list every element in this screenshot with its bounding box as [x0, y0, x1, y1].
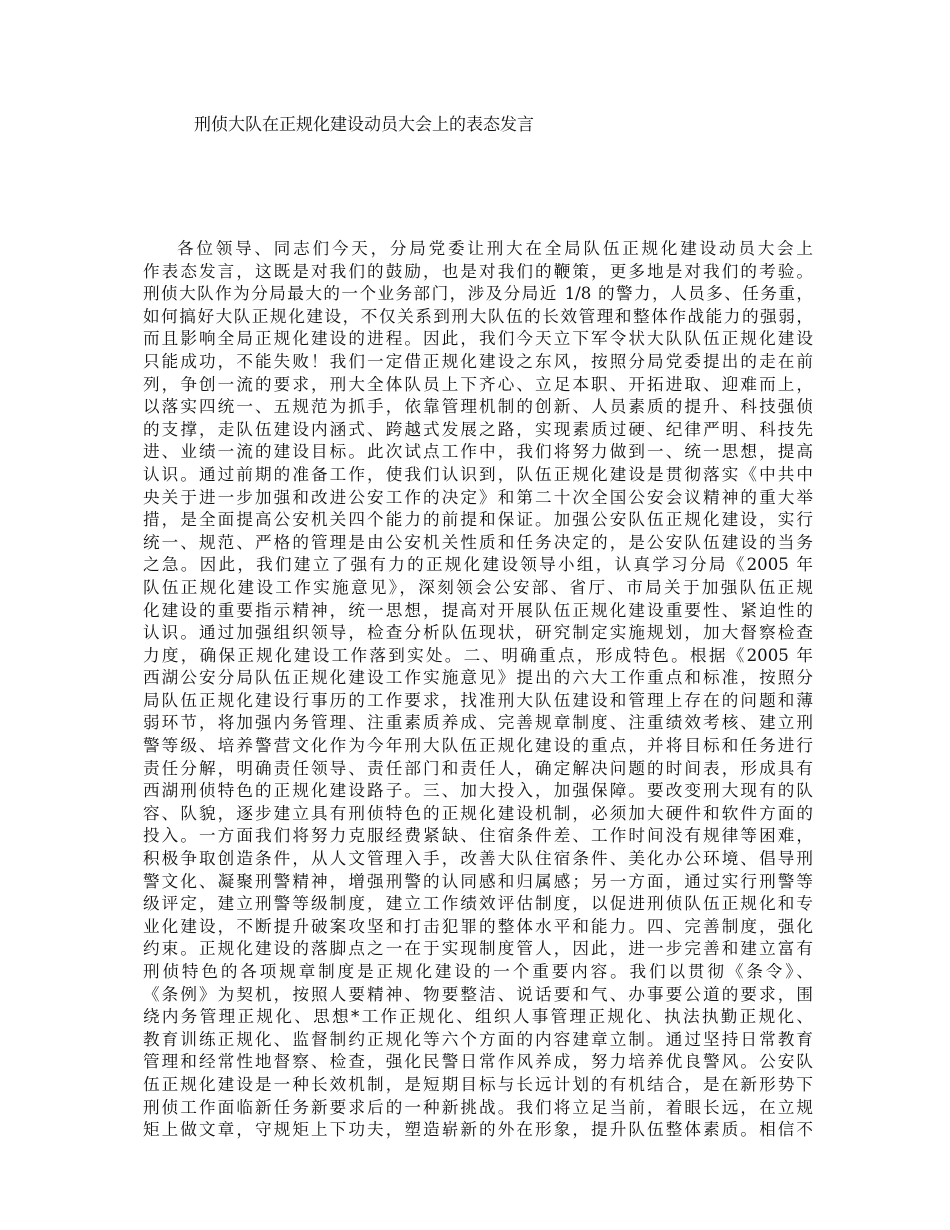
body-line: 化建设的重要指示精神，统一思想，提高对开展队伍正规化建设重要性、紧迫性的: [143, 600, 813, 620]
body-line: 刑侦大队作为分局最大的一个业务部门，涉及分局近 1/8 的警力，人员多、任务重，: [143, 284, 813, 304]
body-line: 责任分解，明确责任领导、责任部门和责任人，确定解决问题的时间表，形成具有: [143, 758, 813, 778]
body-line: 各位领导、同志们今天，分局党委让刑大在全局队伍正规化建设动员大会上: [177, 239, 813, 258]
body-line: 教育训练正规化、监督制约正规化等六个方面的内容建章立制。通过坚持日常教育: [143, 1029, 813, 1049]
body-line: 认识。通过加强组织领导，检查分析队伍现状，研究制定实施规划，加大督察检查: [143, 623, 813, 643]
body-line: 的支撑，走队伍建设内涵式、跨越式发展之路，实现素质过硬、纪律严明、科技先: [143, 419, 813, 439]
body-line: 管理和经常性地督察、检查，强化民警日常作风养成，努力培养优良警风。公安队: [143, 1052, 813, 1072]
body-line: 伍正规化建设是一种长效机制，是短期目标与长远计划的有机结合，是在新形势下: [143, 1074, 813, 1094]
body-line: 认识。通过前期的准备工作，使我们认识到，队伍正规化建设是贯彻落实《中共中: [143, 464, 813, 484]
body-line: 绕内务管理正规化、思想*工作正规化、组织人事管理正规化、执法执勤正规化、: [143, 1007, 813, 1027]
body-line: 刑侦工作面临新任务新要求后的一种新挑战。我们将立足当前，着眼长远，在立规: [143, 1097, 813, 1117]
body-line: 以落实四统一、五规范为抓手，依靠管理机制的创新、人员素质的提升、科技强侦: [143, 397, 813, 417]
body-line: 投入。一方面我们将努力克服经费紧缺、住宿条件差、工作时间没有规律等困难，: [143, 826, 813, 846]
body-line: 进、业绩一流的建设目标。此次试点工作中，我们将努力做到一、统一思想，提高: [143, 442, 813, 462]
document-body: [143, 238, 813, 1142]
body-line: 只能成功，不能失败！我们一定借正规化建设之东风，按照分局党委提出的走在前: [143, 351, 813, 371]
body-line: 约束。正规化建设的落脚点之一在于实现制度管人，因此，进一步完善和建立富有: [143, 939, 813, 959]
body-line: 《条例》为契机，按照人要精神、物要整洁、说话要和气、办事要公道的要求，围: [143, 984, 813, 1004]
body-line: 矩上做文章，守规矩上下功夫，塑造崭新的外在形象，提升队伍整体素质。相信不: [143, 1120, 813, 1140]
body-line: 容、队貌，逐步建立具有刑侦特色的正规化建设机制，必须加大硬件和软件方面的: [143, 803, 813, 823]
body-line: 积极争取创造条件，从人文管理入手，改善大队住宿条件、美化办公环境、倡导刑: [143, 849, 813, 869]
body-line: 西湖公安分局队伍正规化建设工作实施意见》提出的六大工作重点和标准，按照分: [143, 668, 813, 688]
body-line: 之急。因此，我们建立了强有力的正规化建设领导小组，认真学习分局《2005 年: [143, 555, 813, 575]
body-line: 列，争创一流的要求，刑大全体队员上下齐心、立足本职、开拓进取、迎难而上，: [143, 374, 813, 394]
body-line: 级评定，建立刑警等级制度，建立工作绩效评估制度，以促进刑侦队伍正规化和专: [143, 894, 813, 914]
body-line: 力度，确保正规化建设工作落到实处。二、明确重点，形成特色。根据《2005 年: [143, 645, 813, 665]
body-line: 而且影响全局正规化建设的进程。因此，我们今天立下军令状大队队伍正规化建设: [143, 329, 813, 349]
body-line: 作表态发言，这既是对我们的鼓励，也是对我们的鞭策，更多地是对我们的考验。: [143, 261, 813, 281]
body-line: 西湖刑侦特色的正规化建设路子。三、加大投入，加强保障。要改变刑大现有的队: [143, 781, 813, 801]
body-line: 队伍正规化建设工作实施意见》，深刻领会公安部、省厅、市局关于加强队伍正规: [143, 577, 813, 597]
body-line: 央关于进一步加强和改进公安工作的决定》和第二十次全国公安会议精神的重大举: [143, 487, 813, 507]
body-line: 如何搞好大队正规化建设，不仅关系到刑大队伍的长效管理和整体作战能力的强弱，: [143, 306, 813, 326]
body-line: 刑侦特色的各项规章制度是正规化建设的一个重要内容。我们以贯彻《条令》、: [143, 962, 813, 981]
body-line: 警文化、凝聚刑警精神，增强刑警的认同感和归属感；另一方面，通过实行刑警等: [143, 871, 813, 891]
body-line: 局队伍正规化建设行事历的工作要求，找准刑大队伍建设和管理上存在的问题和薄: [143, 690, 813, 710]
document-title: 刑侦大队在正规化建设动员大会上的表态发言: [194, 115, 534, 135]
body-line: 弱环节，将加强内务管理、注重素质养成、完善规章制度、注重绩效考核、建立刑: [143, 713, 813, 733]
body-line: 措，是全面提高公安机关四个能力的前提和保证。加强公安队伍正规化建设，实行: [143, 510, 813, 530]
body-line: 业化建设，不断提升破案攻坚和打击犯罪的整体水平和能力。四、完善制度，强化: [143, 916, 813, 936]
body-line: 警等级、培养警营文化作为今年刑大队伍正规化建设的重点，并将目标和任务进行: [143, 736, 813, 756]
body-line: 统一、规范、严格的管理是由公安机关性质和任务决定的，是公安队伍建设的当务: [143, 532, 813, 552]
